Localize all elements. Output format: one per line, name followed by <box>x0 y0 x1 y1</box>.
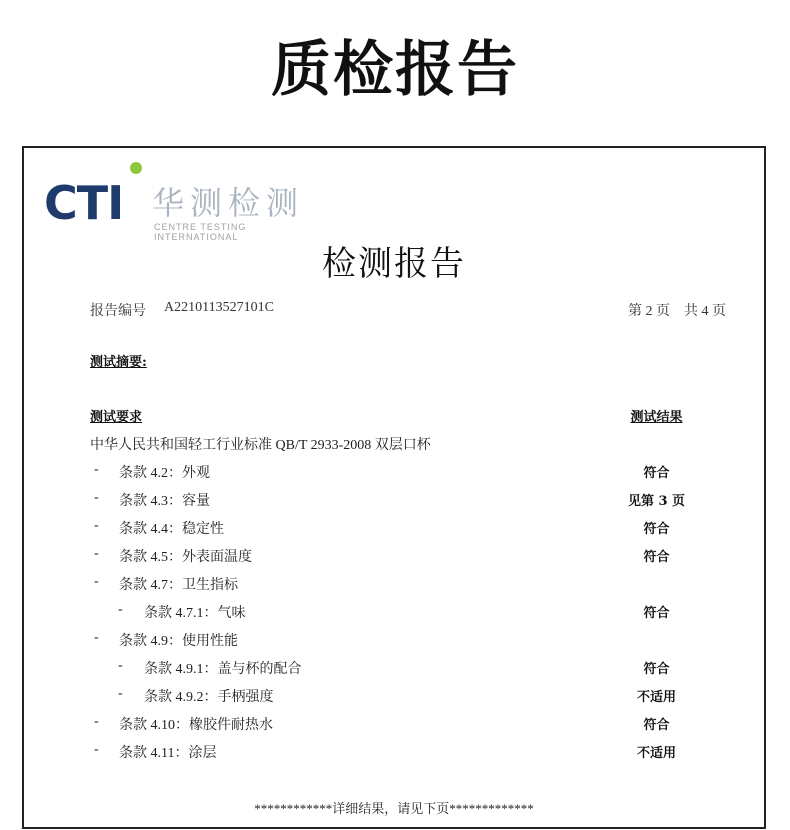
clause-text: 条款 4.4：稳定性 <box>119 522 224 537</box>
document-title: 检测报告 <box>322 244 466 284</box>
table-row: - 条款 4.9.1：盖与杯的配合 符合 <box>24 658 764 686</box>
page-info: 第 2 页 共 4 页 <box>628 304 726 319</box>
clause-result: 不适用 <box>636 690 676 705</box>
clause-text: 条款 4.2：外观 <box>119 466 210 481</box>
summary-heading: 测试摘要: <box>90 355 147 370</box>
logo-en-name: CENTRE TESTING INTERNATIONAL <box>154 222 247 242</box>
requirement-column-header: 测试要求 <box>90 410 143 425</box>
table-row: - 条款 4.7.1：气味 符合 <box>24 602 764 630</box>
table-row: - 条款 4.3：容量 见第 3 页 <box>24 490 764 518</box>
table-row: - 条款 4.10：橡胶件耐热水 符合 <box>24 714 764 742</box>
clause-list <box>24 462 764 770</box>
clause-text: 条款 4.10：橡胶件耐热水 <box>119 718 273 733</box>
clause-text: 条款 4.5：外表面温度 <box>119 550 252 565</box>
clause-result: 符合 <box>643 522 670 537</box>
cti-logo <box>44 162 334 242</box>
clause-text: 条款 4.9.2：手柄强度 <box>144 690 274 705</box>
table-row: - 条款 4.11：涂层 不适用 <box>24 742 764 770</box>
report-document <box>22 146 766 829</box>
standard-name: 中华人民共和国轻工行业标准 QB/T 2933-2008 双层口杯 <box>90 438 431 453</box>
clause-text: 条款 4.7.1：气味 <box>144 606 246 621</box>
logo-brand: CTI <box>44 176 124 230</box>
clause-result: 符合 <box>643 662 670 677</box>
report-number-label: 报告编号 <box>90 304 146 319</box>
table-row: - 条款 4.9：使用性能 <box>94 630 238 649</box>
clause-text: 条款 4.9.1：盖与杯的配合 <box>144 662 302 677</box>
clause-text: 条款 4.11：涂层 <box>119 746 217 761</box>
logo-dot-icon <box>130 162 142 174</box>
footer-note: ************详细结果，请见下页************* <box>254 801 534 816</box>
logo-cn-name: 华测检测 <box>152 184 305 222</box>
clause-result: 符合 <box>643 466 670 481</box>
clause-result: 符合 <box>643 606 670 621</box>
clause-result: 见第 3 页 <box>627 494 686 509</box>
table-row: - 条款 4.5：外表面温度 符合 <box>24 546 764 574</box>
clause-text: 条款 4.7：卫生指标 <box>119 578 238 593</box>
clause-result: 不适用 <box>636 746 676 761</box>
clause-text: 条款 4.9：使用性能 <box>119 634 238 649</box>
table-row: - 条款 4.7：卫生指标 <box>94 574 238 593</box>
clause-result: 符合 <box>643 550 670 565</box>
table-row: - 条款 4.2：外观 符合 <box>24 462 764 490</box>
result-column-header: 测试结果 <box>630 410 683 425</box>
report-number: A2210113527101C <box>164 300 274 315</box>
table-row: - 条款 4.9.2：手柄强度 不适用 <box>24 686 764 714</box>
clause-text: 条款 4.3：容量 <box>119 494 210 509</box>
table-row: - 条款 4.4：稳定性 符合 <box>24 518 764 546</box>
page-title: 质检报告 <box>271 35 519 105</box>
clause-result: 符合 <box>643 718 670 733</box>
